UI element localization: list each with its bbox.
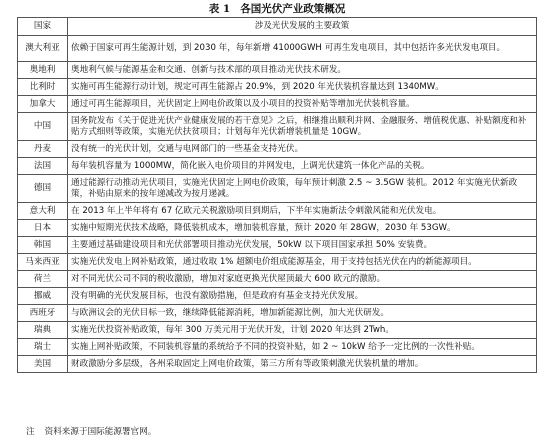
policy-cell: 与欧洲议会的光伏目标一致，继续降低能源消耗，增加新能源比例，加大光伏研发。 <box>68 305 537 322</box>
table-number: 表 1 <box>208 3 231 15</box>
policy-cell: 实施可再生能源行动计划，规定可再生能源占 20.9%，到 2020 年光伏装机容量达到 1340MW。 <box>68 79 537 96</box>
policy-cell: 在 2013 年上半年将有 67 亿欧元关税激励项目到期后，下半年实施新法令刺激风能和光伏发电。 <box>68 203 537 220</box>
country-cell: 日本 <box>18 220 68 237</box>
policy-cell: 实施光伏投资补贴政策，每年 300 万美元用于光伏开发，计划 2020 年达到 2Twh。 <box>68 322 537 339</box>
country-cell: 中国 <box>18 113 68 141</box>
table-row <box>18 36 537 62</box>
country-cell: 瑞典 <box>18 322 68 339</box>
policy-cell: 国务院发布《关于促进光伏产业健康发展的若干意见》之后，相继推出顺利并网、金融服务、增值税优惠、补贴额度和补贴方式细则等政策，实施光伏扶贫项目；计划每年光伏新增装机量是 10GW。 <box>68 113 537 141</box>
table-row <box>18 356 537 373</box>
column-header-country: 国家 <box>18 18 68 36</box>
country-cell: 法国 <box>18 158 68 175</box>
table-header-row <box>18 18 537 36</box>
table-row <box>18 203 537 220</box>
country-cell: 丹麦 <box>18 141 68 158</box>
table-row <box>18 96 537 113</box>
policy-cell: 没有统一的光伏计划，交通与电网部门的一些基金支持光伏。 <box>68 141 537 158</box>
country-cell: 德国 <box>18 175 68 203</box>
table-row <box>18 305 537 322</box>
table-row <box>18 254 537 271</box>
policy-cell: 每年装机容量为 1000MW，简化嵌入电价项目的并网发电，上调光伏建筑一体化产品的关税。 <box>68 158 537 175</box>
note-text: 资料来源于国际能源署官网。 <box>44 427 157 437</box>
note-label: 注 <box>26 427 35 437</box>
country-cell: 西班牙 <box>18 305 68 322</box>
table-row <box>18 79 537 96</box>
table-row <box>18 141 537 158</box>
policy-cell: 主要通过基础建设项目和光伏部署项目推动光伏发展，50kW 以下项目国家承担 50% 安装费。 <box>68 237 537 254</box>
policy-cell: 依赖于国家可再生能源计划，到 2030 年，每年新增 41000GWH 可再生发电项目，其中包括许多光伏发电项目。 <box>68 36 537 62</box>
policy-cell: 没有明确的光伏发展目标，也没有激励措施，但是政府有基金支持光伏发展。 <box>68 288 537 305</box>
table-note <box>26 427 156 438</box>
policy-table <box>17 17 537 373</box>
country-cell: 奥地利 <box>18 62 68 79</box>
policy-cell: 通过能源行动推动光伏项目，实施光伏固定上网电价政策，每年预计刺激 2.5 ~ 3.5GW 装机。2012 年实施光伏新政策，补贴由原来的按年递减改为按月递减。 <box>68 175 537 203</box>
country-cell: 澳大利亚 <box>18 36 68 62</box>
country-cell: 意大利 <box>18 203 68 220</box>
table-row <box>18 237 537 254</box>
table-row <box>18 288 537 305</box>
policy-cell: 奥地利气候与能源基金和交通、创新与技术部的项目推动光伏技术研发。 <box>68 62 537 79</box>
country-cell: 美国 <box>18 356 68 373</box>
country-cell: 荷兰 <box>18 271 68 288</box>
country-cell: 比利时 <box>18 79 68 96</box>
table-row <box>18 62 537 79</box>
country-cell: 马来西亚 <box>18 254 68 271</box>
policy-cell: 实施光伏发电上网补贴政策，通过收取 1% 超额电价组成能源基金，用于支持包括光伏在内的新能源项目。 <box>68 254 537 271</box>
table-row <box>18 339 537 356</box>
table-row <box>18 322 537 339</box>
policy-cell: 通过可再生能源项目，光伏固定上网电价政策以及小项目的投资补贴等增加光伏装机容量。 <box>68 96 537 113</box>
column-header-policy: 涉及光伏发展的主要政策 <box>68 18 537 36</box>
policy-cell: 对不同光伏公司不同的税收激励，增加对家庭更换光伏屋顶最大 600 欧元的激励。 <box>68 271 537 288</box>
country-cell: 挪威 <box>18 288 68 305</box>
policy-cell: 财政激励分多层级，各州采取固定上网电价政策，第三方所有等政策刺激光伏装机量的增加。 <box>68 356 537 373</box>
table-row <box>18 175 537 203</box>
table-body <box>18 36 537 373</box>
table-caption <box>0 3 554 16</box>
table-row <box>18 158 537 175</box>
country-cell: 韩国 <box>18 237 68 254</box>
country-cell: 加拿大 <box>18 96 68 113</box>
policy-cell: 实施上网补贴政策，不同装机容量的系统给予不同的投资补贴，如 2 ~ 10kW 给予一定比例的一次性补贴。 <box>68 339 537 356</box>
table-row <box>18 113 537 141</box>
country-cell: 瑞士 <box>18 339 68 356</box>
table-row <box>18 271 537 288</box>
policy-cell: 实施中短期光伏技术战略，降低装机成本，增加装机容量，预计 2020 年 28GW，2030 年 53GW。 <box>68 220 537 237</box>
table-title: 各国光伏产业政策概况 <box>240 3 346 15</box>
table-row <box>18 220 537 237</box>
